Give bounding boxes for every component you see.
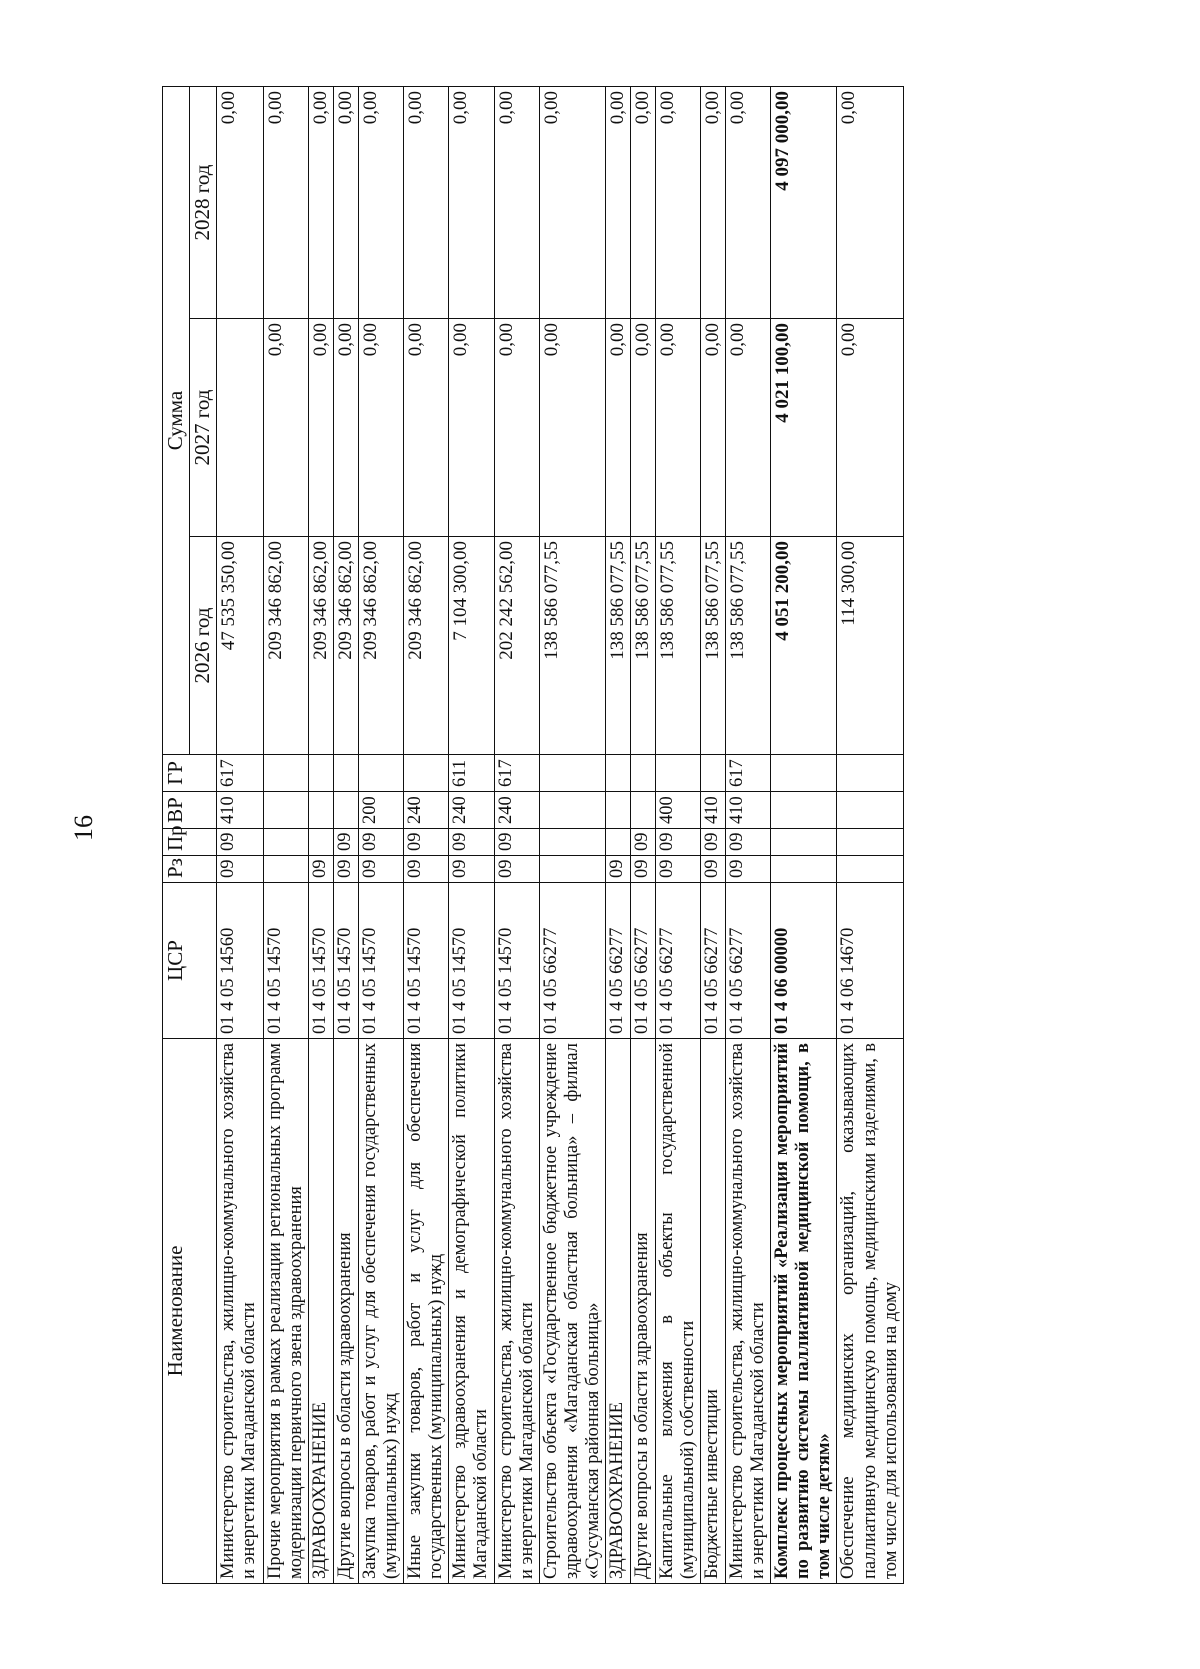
row-2028: 0,00 [539, 86, 605, 318]
row-rz: 09 [630, 856, 655, 883]
header-gr: ГР [163, 755, 217, 792]
row-gr [701, 755, 726, 792]
row-rz: 09 [494, 856, 539, 883]
row-gr [655, 755, 700, 792]
row-2028: 0,00 [404, 86, 449, 318]
row-2026: 7 104 300,00 [449, 537, 494, 755]
row-rz: 09 [726, 856, 771, 883]
row-2028: 0,00 [359, 86, 404, 318]
row-2027: 0,00 [359, 319, 404, 537]
row-2028: 0,00 [309, 86, 334, 318]
row-gr [771, 755, 837, 792]
table-row [837, 86, 903, 1583]
row-name: Бюджетные инвестиции [701, 1039, 726, 1584]
row-rz: 09 [655, 856, 700, 883]
row-2026: 138 586 077,55 [655, 537, 700, 755]
row-pr [309, 829, 334, 856]
table-row [539, 86, 605, 1583]
row-pr [771, 829, 837, 856]
row-csr: 01 4 05 14570 [309, 883, 334, 1039]
row-csr: 01 4 05 66277 [655, 883, 700, 1039]
row-csr: 01 4 05 14570 [404, 883, 449, 1039]
row-pr: 09 [334, 829, 359, 856]
row-name: Министерство строительства, жилищно-коммунального хозяйства и энергетики Магаданской области [216, 1039, 263, 1584]
row-vr [263, 792, 308, 829]
header-csr: ЦСР [163, 883, 217, 1039]
row-gr: 617 [726, 755, 771, 792]
row-vr [539, 792, 605, 829]
row-2026: 47 535 350,00 [216, 537, 263, 755]
row-pr: 09 [449, 829, 494, 856]
row-gr [605, 755, 630, 792]
row-2027: 0,00 [726, 319, 771, 537]
row-vr: 240 [494, 792, 539, 829]
row-2027: 0,00 [605, 319, 630, 537]
row-name: Другие вопросы в области здравоохранения [630, 1039, 655, 1584]
row-pr: 09 [494, 829, 539, 856]
row-2027: 0,00 [494, 319, 539, 537]
row-csr: 01 4 05 66277 [605, 883, 630, 1039]
table-row [404, 86, 449, 1583]
row-gr [539, 755, 605, 792]
row-vr: 400 [655, 792, 700, 829]
row-gr: 617 [494, 755, 539, 792]
row-csr: 01 4 05 14570 [334, 883, 359, 1039]
row-2028: 4 097 000,00 [771, 86, 837, 318]
row-csr: 01 4 05 14570 [263, 883, 308, 1039]
row-2026: 209 346 862,00 [334, 537, 359, 755]
row-pr [539, 829, 605, 856]
page-number: 16 [69, 815, 98, 841]
row-2026: 138 586 077,55 [701, 537, 726, 755]
row-gr: 617 [216, 755, 263, 792]
row-pr: 09 [404, 829, 449, 856]
row-name: Министерство строительства, жилищно-коммунального хозяйства и энергетики Магаданской области [726, 1039, 771, 1584]
row-2026: 209 346 862,00 [359, 537, 404, 755]
row-gr [263, 755, 308, 792]
row-rz: 09 [449, 856, 494, 883]
row-2026: 209 346 862,00 [404, 537, 449, 755]
row-vr: 240 [449, 792, 494, 829]
row-rz [771, 856, 837, 883]
row-csr: 01 4 05 66277 [539, 883, 605, 1039]
row-csr: 01 4 05 66277 [630, 883, 655, 1039]
row-vr: 200 [359, 792, 404, 829]
header-row [163, 86, 190, 1583]
row-vr [837, 792, 903, 829]
row-2028: 0,00 [630, 86, 655, 318]
row-rz: 09 [605, 856, 630, 883]
row-2027: 0,00 [449, 319, 494, 537]
row-gr [630, 755, 655, 792]
row-name: Прочие мероприятия в рамках реализации региональных программ модернизации первичного звена здравоохранения [263, 1039, 308, 1584]
row-2026: 114 300,00 [837, 537, 903, 755]
row-vr: 410 [216, 792, 263, 829]
header-rz: Рз [163, 856, 217, 883]
row-2027: 0,00 [630, 319, 655, 537]
row-2027: 0,00 [539, 319, 605, 537]
row-name: Иные закупки товаров, работ и услуг для обеспечения государственных (муниципальных) нужд [404, 1039, 449, 1584]
row-csr: 01 4 05 66277 [701, 883, 726, 1039]
row-2026: 138 586 077,55 [726, 537, 771, 755]
table-row [630, 86, 655, 1583]
row-2026: 209 346 862,00 [309, 537, 334, 755]
row-vr: 240 [404, 792, 449, 829]
table-row [605, 86, 630, 1583]
header-2027: 2027 год [189, 319, 216, 537]
row-2027: 0,00 [837, 319, 903, 537]
header-vr: ВР [163, 792, 217, 829]
row-rz: 09 [309, 856, 334, 883]
row-2027: 4 021 100,00 [771, 319, 837, 537]
row-gr [837, 755, 903, 792]
row-2027 [216, 319, 263, 537]
row-name: Комплекс процессных мероприятий «Реализация мероприятий по развитию системы паллиативной медицинской помощи, в том числе детям» [771, 1039, 837, 1584]
row-name: Обеспечение медицинских организаций, оказывающих паллиативную медицинскую помощь, медицинскими изделиями, в том числе для использования на дому [837, 1039, 903, 1584]
row-2026: 138 586 077,55 [605, 537, 630, 755]
row-csr: 01 4 06 00000 [771, 883, 837, 1039]
row-csr: 01 4 05 66277 [726, 883, 771, 1039]
row-gr: 611 [449, 755, 494, 792]
table-row [655, 86, 700, 1583]
table-row [216, 86, 263, 1583]
header-sum: Сумма [163, 86, 190, 754]
row-rz: 09 [359, 856, 404, 883]
row-pr: 09 [216, 829, 263, 856]
row-vr: 410 [701, 792, 726, 829]
row-gr [309, 755, 334, 792]
row-rz [539, 856, 605, 883]
row-rz [263, 856, 308, 883]
table-row [334, 86, 359, 1583]
row-pr [837, 829, 903, 856]
table-row [309, 86, 334, 1583]
table-row [726, 86, 771, 1583]
table-row [494, 86, 539, 1583]
row-vr [334, 792, 359, 829]
table-row [701, 86, 726, 1583]
row-2026: 209 346 862,00 [263, 537, 308, 755]
row-2028: 0,00 [837, 86, 903, 318]
row-2026: 202 242 562,00 [494, 537, 539, 755]
row-2027: 0,00 [655, 319, 700, 537]
row-rz [837, 856, 903, 883]
row-2027: 0,00 [263, 319, 308, 537]
row-2028: 0,00 [655, 86, 700, 318]
row-2027: 0,00 [334, 319, 359, 537]
row-gr [359, 755, 404, 792]
row-rz: 09 [334, 856, 359, 883]
row-csr: 01 4 05 14570 [359, 883, 404, 1039]
row-pr [605, 829, 630, 856]
row-name: Строительство объекта «Государственное бюджетное учреждение здравоохранения «Магаданская областная больница» – филиал «Сусуманская районная больница» [539, 1039, 605, 1584]
row-vr [771, 792, 837, 829]
row-vr: 410 [726, 792, 771, 829]
row-vr [630, 792, 655, 829]
row-2026: 138 586 077,55 [539, 537, 605, 755]
row-pr: 09 [655, 829, 700, 856]
table-row [263, 86, 308, 1583]
header-2028: 2028 год [189, 86, 216, 318]
row-csr: 01 4 05 14560 [216, 883, 263, 1039]
table-row [449, 86, 494, 1583]
row-pr: 09 [359, 829, 404, 856]
row-2028: 0,00 [494, 86, 539, 318]
row-csr: 01 4 05 14570 [494, 883, 539, 1039]
row-vr [605, 792, 630, 829]
row-csr: 01 4 05 14570 [449, 883, 494, 1039]
row-name: Министерство строительства, жилищно-коммунального хозяйства и энергетики Магаданской области [494, 1039, 539, 1584]
row-2026: 138 586 077,55 [630, 537, 655, 755]
row-csr: 01 4 06 14670 [837, 883, 903, 1039]
row-gr [334, 755, 359, 792]
row-2026: 4 051 200,00 [771, 537, 837, 755]
row-name: ЗДРАВООХРАНЕНИЕ [605, 1039, 630, 1584]
row-rz: 09 [404, 856, 449, 883]
row-name: ЗДРАВООХРАНЕНИЕ [309, 1039, 334, 1584]
row-name: Капитальные вложения в объекты государственной (муниципальной) собственности [655, 1039, 700, 1584]
row-2028: 0,00 [216, 86, 263, 318]
row-2027: 0,00 [404, 319, 449, 537]
budget-table [162, 86, 904, 1584]
row-vr [309, 792, 334, 829]
row-2027: 0,00 [309, 319, 334, 537]
row-name: Закупка товаров, работ и услуг для обеспечения государственных (муниципальных) нужд [359, 1039, 404, 1584]
row-2027: 0,00 [701, 319, 726, 537]
row-pr: 09 [630, 829, 655, 856]
row-pr: 09 [701, 829, 726, 856]
row-2028: 0,00 [701, 86, 726, 318]
row-name: Другие вопросы в области здравоохранения [334, 1039, 359, 1584]
row-pr [263, 829, 308, 856]
row-2028: 0,00 [605, 86, 630, 318]
row-2028: 0,00 [263, 86, 308, 318]
row-pr: 09 [726, 829, 771, 856]
row-rz: 09 [216, 856, 263, 883]
table-row [359, 86, 404, 1583]
row-2028: 0,00 [449, 86, 494, 318]
row-name: Министерство здравоохранения и демографической политики Магаданской области [449, 1039, 494, 1584]
header-pr: Пр [163, 829, 217, 856]
row-rz: 09 [701, 856, 726, 883]
header-2026: 2026 год [189, 537, 216, 755]
header-name: Наименование [163, 1039, 217, 1584]
table-row [771, 86, 837, 1583]
row-2028: 0,00 [334, 86, 359, 318]
row-gr [404, 755, 449, 792]
row-2028: 0,00 [726, 86, 771, 318]
